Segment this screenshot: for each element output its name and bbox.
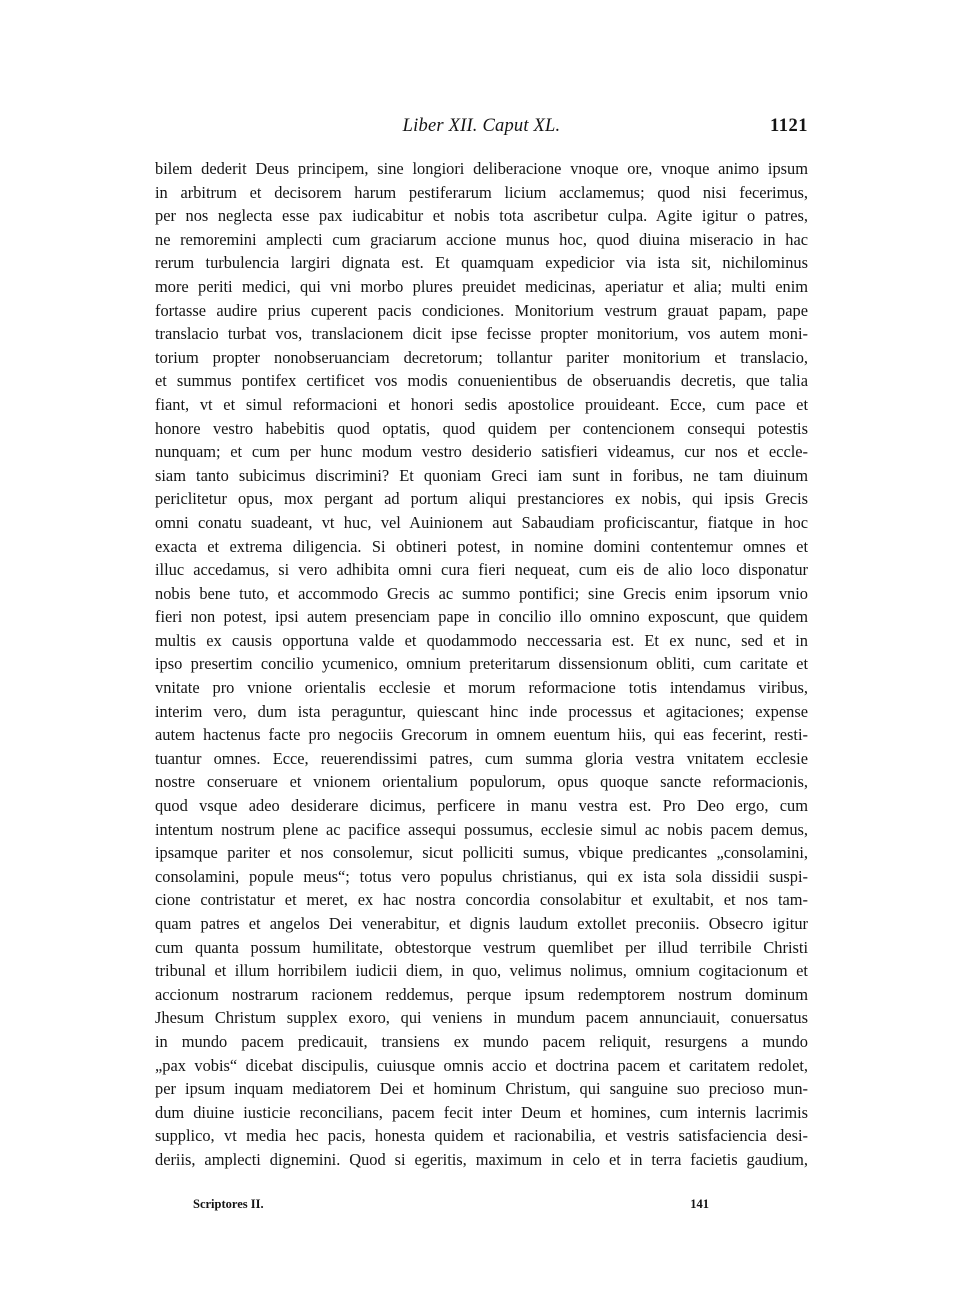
text-line: in mundo pacem predicauit, transiens ex mundo pacem reliquit, resurgens a mundo [155,1031,808,1051]
text-line: cum quanta possum humilitate, obtestorque vestrum quemlibet per illud terribile Christi [155,937,808,957]
running-title: Liber XII. Caput XL. [402,116,561,136]
body-text [155,157,808,1172]
text-line: vnitate pro vnione orientalis ecclesie et morum reformacione totis intendamus viribus, [155,678,808,698]
text-line: tuantur omnes. Ecce, reuerendissimi patres, cum summa gloria vestra vnitatem ecclesie [155,748,808,768]
text-line: fiant, vt et simul reformacioni et honori sedis apostolice prouideant. Ecce, cum pace et [155,394,808,414]
text-line: autem hactenus facte pro negociis Grecorum in omnem euentum hiis, qui eas fecerint, resti- [155,725,808,745]
text-line: dum diuine iusticie reconcilians, pacem fecit inter Deum et homines, cum internis lacrimis [155,1102,808,1122]
text-line: intentum nostrum plene ac pacifice assequi possumus, ecclesie simul ac nobis pacem demus, [155,819,808,839]
text-line: ipsamque pariter et nos consolemur, sicut polliciti sumus, vbique predicantes „consolamini, [155,843,808,863]
text-line: periclitetur opus, mox pergant ad portum aliqui prestanciores ex nobis, qui ipsis Grecis [155,489,808,509]
text-line: fieri non potest, ipsi autem presenciam pape in concilio illo omnino exposcunt, que quidem [155,607,808,627]
text-line: honore vestro habebitis quod optatis, quod quidem per contencionem consequi potestis [155,418,808,438]
text-line: bilem dederit Deus principem, sine longiori deliberacione vnoque ore, vnoque animo ipsum [155,159,808,178]
signature-mark: Scriptores II. [193,1197,264,1211]
text-line: nostre conseruare et vnionem orientalium populorum, opus quoque sancte reformacionis, [155,772,808,792]
text-line: supplico, vt media hec pacis, honesta quidem et racionabilia, et vestris satisfaciencia desi- [155,1126,808,1146]
text-line: ipso presertim concilio ycumenico, omnium preteritarum dissensionum obliti, cum caritate et [155,654,808,674]
text-line: more periti medici, qui vni morbo plures preuidet medicinas, aperiatur et alia; multi enim [155,276,808,296]
text-line: „pax vobis“ dicebat discipulis, cuiusque omnis accio et doctrina pacem et caritatem redolet, [155,1055,808,1075]
text-line: accionum nostrarum racionem reddemus, perque ipsum redemptorem nostrum dominum [155,984,808,1004]
text-line: exacta et extrema diligencia. Si obtineri potest, in nomine domini contentemur omnes et [155,536,808,556]
page-number: 1121 [770,116,808,136]
text-line: per nos neglecta esse pax iudicabitur et nobis tota ascribetur culpa. Agite igitur o patres, [155,206,808,226]
text-line: rerum turbulencia largiri dignata est. Et quamquam expedicior via ista sit, nichilominus [155,253,808,273]
page-footer [193,1197,723,1217]
text-line: torium propter nonobseruanciam decretorum; tollantur pariter monitorium et translacio, [155,347,808,367]
text-line: omni conatu suadeant, vt huc, vel Auinionem aut Sabaudiam proficiscantur, fiatque in hoc [155,512,808,532]
text-line: per ipsum inquam mediatorem Dei et hominum Christum, qui sanguine suo precioso mun- [155,1079,808,1099]
text-line: illuc accedamus, si vero adhibita omni cura fieri nequeat, cum eis de alio loco disponatur [155,560,808,580]
text-line: nunquam; et cum per hunc modum vestro desiderio satisfieri videamus, cur nos et eccle- [155,442,808,462]
text-line: quam patres et angelos Dei venerabitur, et dignis laudum extollet preconiis. Obsecro igitur [155,914,808,933]
text-line: fortasse audire prius cuperent pacis condiciones. Monitorium vestrum grauat papam, pape [155,300,808,320]
sheet-number: 141 [690,1197,709,1211]
text-line: interim vero, dum ista peraguntur, quiescant hinc inde processus et agitaciones; expense [155,701,808,721]
text-line: translacio turbat vos, translacionem dicit ipse fecisse propter monitorium, vos autem moni- [155,324,808,344]
text-line: in arbitrum et decisorem harum pestiferarum licium acclamemus; quod nisi fecerimus, [155,182,808,202]
text-line: quod vsque adeo desiderare dicimus, perficere in manu vestra est. Pro Deo ergo, cum [155,796,808,816]
text-line: nobis bene tuto, et accommodo Grecis ac summo pontifici; sine Grecis enim ipsorum vnio [155,583,808,603]
text-line: multis ex causis opportuna valde et quodammodo neccessaria est. Et ex nunc, sed et in [155,630,808,650]
text-line: et summus pontifex certificet vos modis conuenientibus de obseruandis decretis, que talia [155,371,808,391]
running-head [155,116,808,144]
text-line: tribunal et illum horribilem iudicii diem, in quo, velimus nolimus, omnium cogitacionum et [155,961,808,981]
text-line: consolamini, popule meus“; totus vero populus christianus, qui ex ista sola dissidii suspi- [155,866,808,886]
text-line: ne remoremini amplecti cum graciarum accione munus hoc, quod diuina miseracio in hac [155,229,808,249]
text-line: Jhesum Christum supplex exoro, qui veniens in mundum pacem annunciauit, conuersatus [155,1008,808,1028]
text-line: siam tanto subicimus discrimini? Et quoniam Greci iam sunt in foribus, ne tam diuinum [155,465,808,485]
text-line: deriis, amplecti dignemini. Quod si egeritis, maximum in celo et in terra facietis gaudium, [155,1149,808,1169]
text-line: cione contristatur et meret, ex hac nostra concordia consolabitur et exultabit, et nos tam- [155,890,808,910]
